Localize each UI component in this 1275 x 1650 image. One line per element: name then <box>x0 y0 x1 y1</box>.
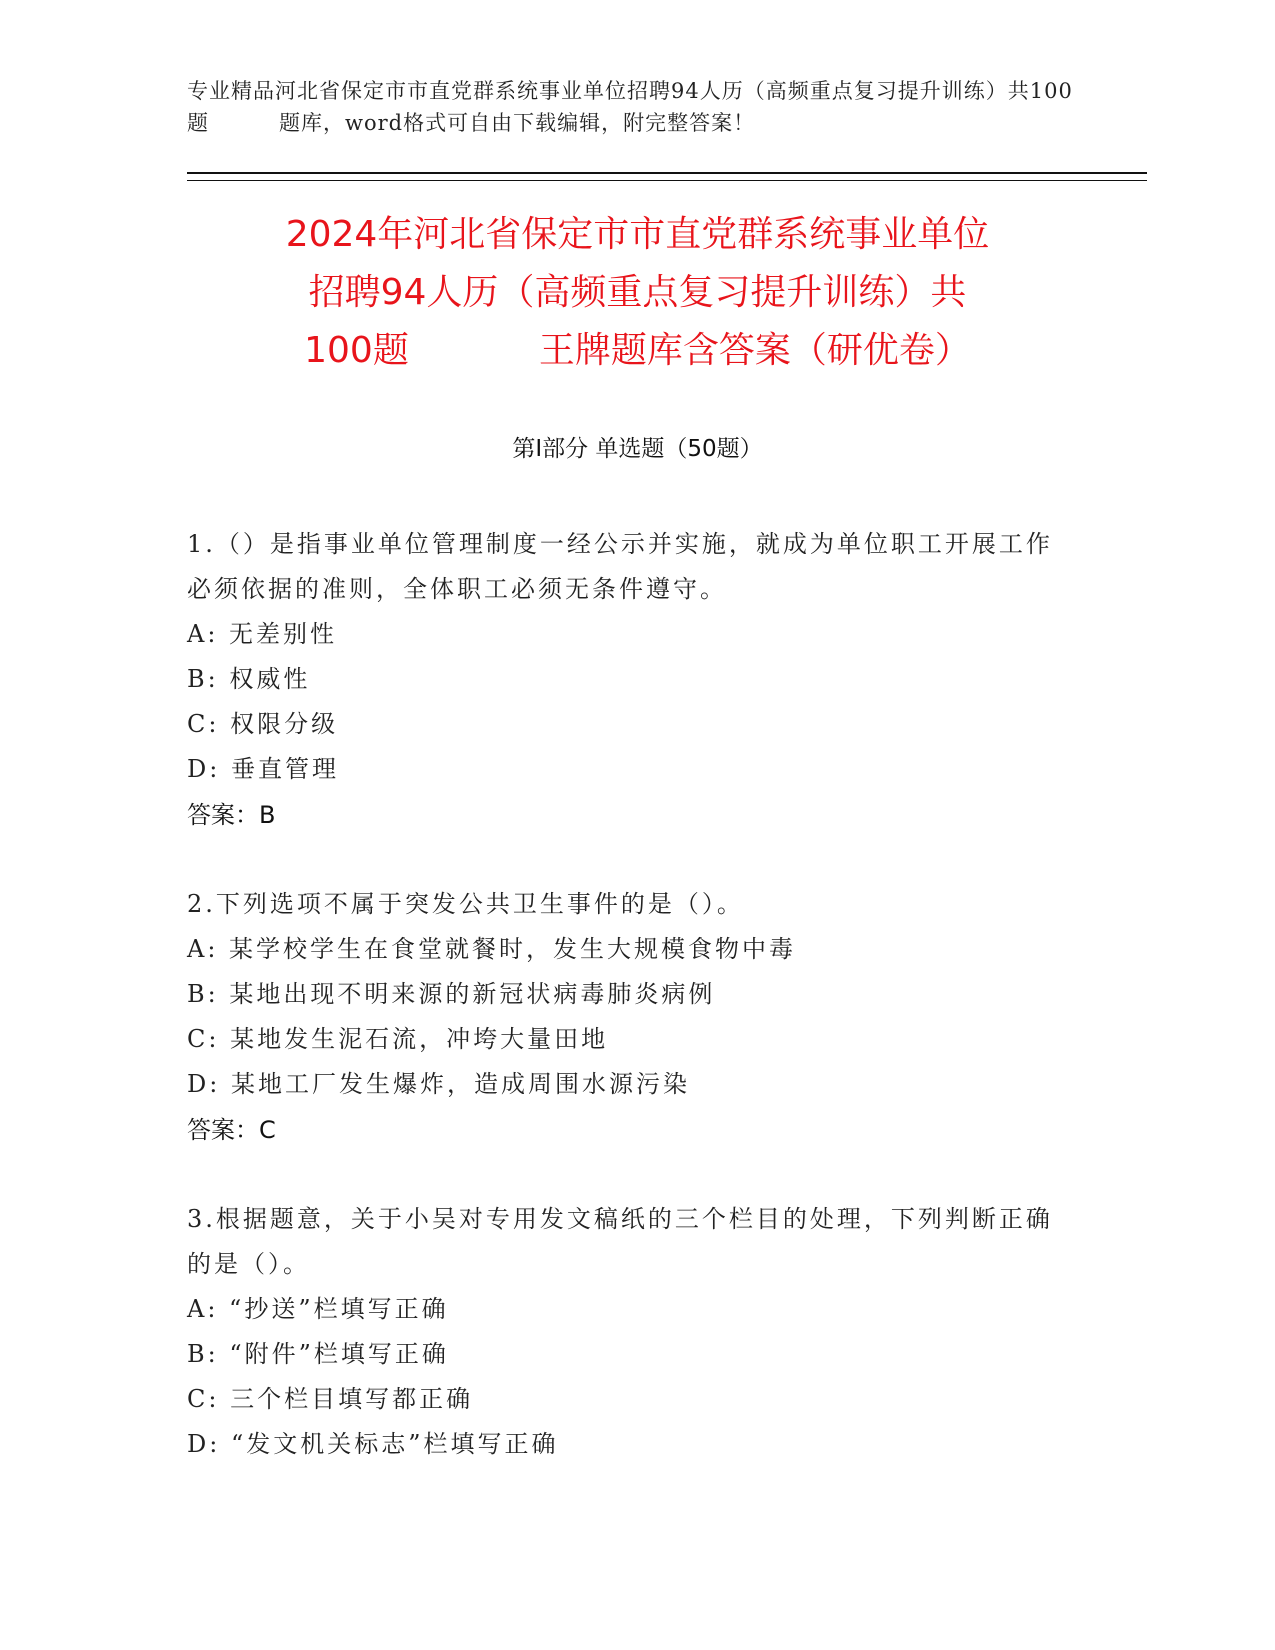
option-c: C: 权限分级 <box>187 710 339 738</box>
question-3 <box>187 1197 1057 1467</box>
option-a: A: “抄送”栏填写正确 <box>187 1295 449 1323</box>
title-line-3 <box>150 322 1125 380</box>
header-note-part2: 题库，word格式可自由下载编辑，附完整答案！ <box>279 111 756 135</box>
option-b: B: 权威性 <box>187 665 311 693</box>
title-line-3a: 100题 <box>304 330 409 371</box>
header-divider-thin <box>187 180 1147 181</box>
header-divider-thick <box>187 172 1147 174</box>
title-line-3b: 王牌题库含答案（研优卷） <box>538 330 971 371</box>
title-line-2: 招聘94人历（高频重点复习提升训练）共 <box>308 272 967 313</box>
option-b: B: “附件”栏填写正确 <box>187 1340 449 1368</box>
question-1 <box>187 522 1057 838</box>
option-c: C: 某地发生泥石流，冲垮大量田地 <box>187 1025 609 1053</box>
question-answer: 答案：C <box>187 1116 276 1144</box>
option-d: D: 某地工厂发生爆炸，造成周围水源污染 <box>187 1070 690 1098</box>
option-b: B: 某地出现不明来源的新冠状病毒肺炎病例 <box>187 980 716 1008</box>
section-title: 第Ⅰ部分 单选题（50题） <box>512 436 763 462</box>
question-2 <box>187 882 1057 1153</box>
option-c: C: 三个栏目填写都正确 <box>187 1385 474 1413</box>
document-title <box>150 206 1125 380</box>
header-note <box>187 75 1087 139</box>
question-list <box>187 522 1057 1511</box>
question-stem: 1.（）是指事业单位管理制度一经公示并实施，就成为单位职工开展工作必须依据的准则，全体职工必须无条件遵守。 <box>187 530 1053 603</box>
question-answer: 答案：B <box>187 801 276 829</box>
option-d: D: “发文机关标志”栏填写正确 <box>187 1430 559 1458</box>
question-stem: 2.下列选项不属于突发公共卫生事件的是（）。 <box>187 890 744 918</box>
option-d: D: 垂直管理 <box>187 755 339 783</box>
title-line-1: 2024年河北省保定市市直党群系统事业单位 <box>285 214 990 255</box>
header-note-part1: 专业精品河北省保定市市直党群系统事业单位招聘94人历（高频重点复习提升训练）共100题 <box>187 79 1073 135</box>
option-a: A: 无差别性 <box>187 620 338 648</box>
question-stem: 3.根据题意，关于小吴对专用发文稿纸的三个栏目的处理，下列判断正确的是（）。 <box>187 1205 1053 1278</box>
option-a: A: 某学校学生在食堂就餐时，发生大规模食物中毒 <box>187 935 797 963</box>
